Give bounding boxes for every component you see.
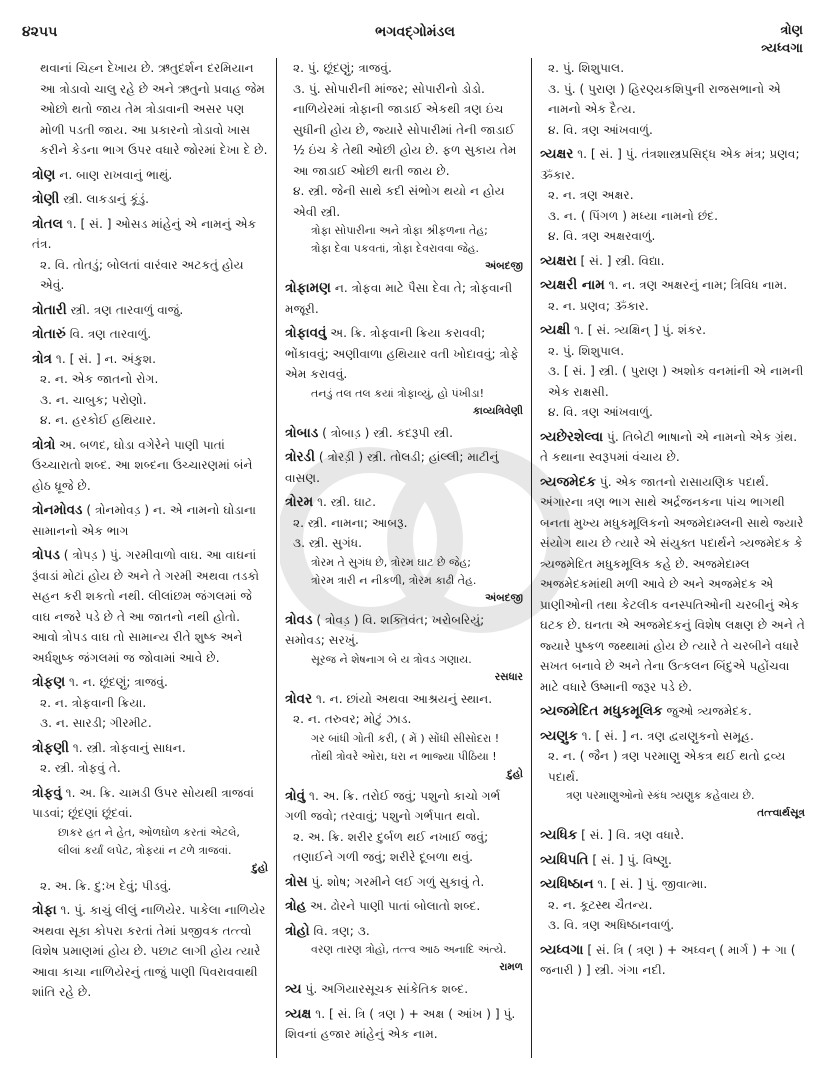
column-right (532, 58, 813, 1058)
definition-text: [ સં. ] વિ. ત્રણ વધારે. (581, 828, 685, 842)
entry-definition (285, 79, 523, 182)
definition-text: પું. શોષ; ગરમીને લઈ ગળું સુકાવું તે. (311, 874, 485, 889)
entry-definition (285, 827, 523, 868)
entry-definition (285, 181, 523, 222)
entry-definition (32, 783, 268, 824)
running-title: ભગવદ્ગોમંડલ (375, 24, 455, 40)
entry-definition (540, 206, 805, 227)
definition-text: [ સં. ] પું. વિષ્ણુ. (592, 852, 672, 867)
entry-definition (285, 492, 523, 513)
entry-definition (285, 921, 523, 942)
definition-text: સ્ત્રી. ત્રણ તારવાળું વાજું. (70, 302, 184, 317)
entry-headword: ત્રોહો (285, 922, 310, 939)
entry-definition (540, 58, 805, 79)
entry-definition (32, 738, 268, 759)
dictionary-entry (32, 500, 268, 541)
dictionary-entry (285, 896, 523, 917)
definition-text: ૩. ન. ( પિંગળ ) મધ્યા નામનો છંદ. (548, 208, 718, 223)
entry-definition (32, 410, 268, 431)
entry-definition (540, 296, 805, 317)
entry-definition (540, 251, 805, 272)
entry-headword: ત્રોરડી (285, 449, 315, 465)
dictionary-entry (285, 492, 523, 606)
dictionary-entry (285, 786, 523, 868)
definition-text: ૩. પું. સોપારીની માંજર; સોપારીનો ડોડો. નાળિયેરમાં ત્રોફાની જાડાઈ એકથી ત્રણ ઇંચ સુધીની હોય છે, જ્યારે સોપારીમાં તેની જાડાઈ ½ ઇંચ કે તેથી ઓછી હોય છે. ફળ સુકાય તેમ આ જાડાઈ ઓછી થતી જાય છે. (293, 81, 517, 178)
quotation-line: છાકર હત ને હેત, ઓળઘોળ કરતાં એટલે, (58, 825, 240, 839)
definition-text: ૧. ન. ત્રણ અક્ષરનું નામ; ત્રિવિધ નામ. (608, 278, 788, 292)
definition-text: ૧. સ્ત્રી. ત્રોફવાનું સાધન. (72, 740, 186, 755)
entry-definition (285, 58, 523, 79)
guide-word-last: ત્ર્યધ્વગા (761, 41, 803, 56)
entry-definition (32, 693, 268, 714)
dictionary-entry (285, 979, 523, 1000)
dictionary-entry (32, 324, 268, 345)
definition-text: અ. ક્રિ. ત્રોફવાની ક્રિયા કરાવવી; ભોંકાવવું; અણીવાળા હથિયાર વતી ખોદાવવું; ત્રોફે એમ કરાવવું. (285, 326, 519, 381)
quotation-source: દુહો (252, 861, 268, 874)
entry-definition (285, 533, 523, 554)
quotation-line: ત્રોફા દેવા પકવતાં, ત્રોફા દેવરાવવા જેહ. (311, 242, 480, 255)
quotation-line: લીલાં કર્યાં લપેટ, ત્રોફયાં ન ટળે ત્રાજવાં. (58, 843, 232, 857)
dictionary-entry (32, 672, 268, 734)
dictionary-entry (540, 144, 805, 247)
entry-definition (285, 689, 523, 710)
entry-definition (540, 361, 805, 402)
quotation-line: ગર બાંધી ગોતી કરી, ( મેં ) સોંધી સીસોદરા ! (311, 731, 500, 745)
dictionary-entry (285, 323, 523, 419)
entry-definition (285, 610, 523, 651)
definition-text: ૨. ન. ત્રોફવાની ક્રિયા. (40, 695, 147, 710)
quotation-source: કાવ્યત્રિવેણી (472, 404, 523, 417)
dictionary-entry (285, 278, 523, 319)
entry-definition (540, 472, 805, 698)
entry-definition (540, 940, 805, 981)
definition-text: ૧. [ સં. ] ન. અંકુશ. (55, 351, 157, 366)
entry-definition (32, 324, 268, 345)
entry-definition (540, 185, 805, 206)
dictionary-entry (285, 58, 523, 274)
entry-headword: ત્રોફા (32, 902, 57, 918)
entry-headword: ત્રોણ (32, 166, 56, 183)
entry-definition (32, 214, 268, 255)
entry-headword: ત્રોફાવવું (285, 325, 327, 341)
dictionary-columns (18, 58, 813, 1058)
definition-text: જુઓ ત્ર્યજમેદક. (666, 704, 752, 718)
dictionary-entry (32, 214, 268, 296)
entry-definition (32, 900, 268, 1003)
entry-definition (540, 341, 805, 362)
entry-definition (540, 874, 805, 895)
entry-definition (32, 189, 268, 210)
entry-definition: ૨. અ. ક્રિ. દુ:ખ દેવું; પીડવું. (40, 878, 172, 893)
entry-definition (540, 275, 805, 296)
definition-text: ૩. પું. ( પુરાણ ) હિરણ્યકશિપુની રાજસભાનો એ નામનો એક દૈત્ય. (548, 81, 781, 116)
quotation-line: ત્રોરમ તે સુગંધ છે, ત્રોરમ ઘાટ છે જેહ; (311, 555, 471, 569)
definition-text: ૨. ન. પ્રણવ; ૐકાર. (548, 298, 649, 313)
entry-definition (285, 979, 523, 1000)
entry-headword: ત્રોપડ (32, 547, 60, 563)
entry-definition (540, 79, 805, 120)
dictionary-entry (540, 275, 805, 316)
definition-text: પું. તિબેટી ભાષાનો એ નામનો એક ગ્રંથ. તે કથાના સ્વરૂપમાં વંચાય છે. (540, 429, 798, 464)
entry-headword: ત્રોતારી (32, 301, 67, 318)
guide-words (761, 22, 803, 58)
quotation-line: વરણ તારણ ત્રોહો, તત્ત્વ આઠ અનાદિ અંત્યે. (311, 943, 507, 956)
definition-text: ૪. વિ. ત્રણ આંખવાળું. (548, 405, 653, 419)
dictionary-entry (540, 251, 805, 272)
definition-text: ૪. વિ. ત્રણ આંખવાળું. (548, 122, 653, 137)
quotation-source: અંબદજી (485, 591, 523, 604)
definition-text: વિ. ત્રણ; ૩. (313, 923, 370, 938)
entry-headword: ત્ર્યધિષ્ઠાન (540, 876, 594, 892)
definition-text: થવાનાં ચિહ્ન દેખાય છે. ઋતુદર્શન દરમિયાન આ ત્રોડાવો ચાલુ રહે છે અને ઋતુનો પ્રવાહ જેમ ઓછો થતો જાય તેમ ત્રોડાવાની અસર પણ મોળી પડતી જાય. આ પ્રકારનો ત્રોડાવો ખાસ કરીને કેડના ભાગ ઉપર વધારે જોરમાં દેખા દે છે. (40, 61, 268, 157)
definition-text: ૧. અ. ક્રિ. તરોઈ જવું; પશુનો કાચો ગર્ભ ગળી જવો; તરવાવું; પશુનો ગર્ભપાત થવો. (285, 788, 501, 823)
entry-definition (540, 120, 805, 141)
definition-text: ૩. ન. ચાબુક; પરોણો. (40, 392, 147, 407)
dictionary-entry (285, 610, 523, 685)
entry-definition (32, 758, 268, 779)
entry-definition (540, 726, 805, 747)
entry-definition (540, 320, 805, 341)
entry-definition (285, 423, 523, 444)
definition-text: ન. ત્રોફવા માટે પૈસા દેવા તે; ત્રોફવાની મજૂરી. (285, 281, 513, 316)
entry-definition (540, 701, 805, 722)
entry-headword: ત્ર્ય (285, 981, 302, 997)
entry-headword: ત્રોફણ (32, 674, 66, 690)
entry-definition (540, 895, 805, 916)
entry-definition (32, 165, 268, 186)
entry-headword: ત્રોણી (32, 191, 60, 207)
entry-headword: ત્રોતલ (32, 215, 63, 232)
definition-text: સ્ત્રી. લાકડાનું કૂંડું. (63, 192, 150, 206)
entry-headword: ત્રોબાડ (285, 424, 319, 441)
quotation-line: ત્રણ પરમાણુઓનો સ્કંધ ત્ર્યણુક કહેવાય છે. (566, 789, 755, 802)
entry-headword: ત્રોરમ (285, 494, 314, 510)
entry-definition (540, 226, 805, 247)
entry-headword: ત્ર્યક્ષરા (540, 252, 577, 269)
entry-definition (285, 1004, 523, 1045)
definition-text: ૩. સ્ત્રી. સુગંધ. (293, 536, 363, 550)
dictionary-entry (32, 349, 268, 431)
definition-text: પું. એક જાતનો રાસાયણિક પદાર્થ. અંગારના ત્રણ ભાગ સાથે અર્દ્રજનકના પાંચ ભાગથી બનતા મુખ્ય મધુકમૂલિકનો અજમેદામ્લની સાથે જ્યારે સંયોગ થાય છે ત્યારે એ સંયુક્ત પદાર્થને ત્ર્યજમેદક કે ત્ર્યજમેદિત મધુકમૂલિક કહે છે. અજમેદામ્લ અજમેદકમાંથી મળી આવે છે અને અજમેદક એ પ્રાણીઓની તથા કેટલીક વનસ્પતિઓની ચરબીનું એક ઘટક છે. ઘનતા એ અજમેદકનું વિશેષ લક્ષણ છે અને તે જ્યારે પુષ્કળ જથ્થામાં હોય છે ત્યારે તે ચરબીને વધારે સખત બનાવે છે અને તેના ઉત્કલન બિંદુએ પહોંચવા માટે વધારે ઉષ્માની જરૂર પડે છે. (540, 474, 805, 694)
entry-definition (32, 672, 268, 693)
definition-text: ૨. વિ. તોતડું; બોલતાં વારંવાર અટકતું હોય એવું. (40, 257, 244, 292)
dictionary-entry (540, 726, 805, 822)
definition-text: ( ત્રોબાડ઼ ) સ્ત્રી. કદરૂપી સ્ત્રી. (322, 425, 454, 440)
entry-definition (32, 435, 268, 497)
entry-headword: ત્રોવડ (285, 611, 313, 628)
definition-text: ૧. [ સં. ] પું. તંત્રશાસ્ત્રપ્રસિદ્ધ એક મંત્ર; પ્રણવ; ૐકાર. (540, 147, 800, 182)
definition-text: ૨. ન. તરુવર; મોટું ઝાડ. (293, 712, 412, 726)
entry-headword: ત્ર્યણુક (540, 727, 578, 744)
entry-definition (285, 278, 523, 319)
dictionary-entry (540, 320, 805, 423)
column-left (18, 58, 276, 1058)
definition-text: ૧. [ સં. ] પું. જીવાત્મા. (597, 877, 708, 891)
quotation-source: રસધાર (494, 670, 523, 683)
definition-text: ૨. સ્ત્રી. નામના; આબરૂ. (293, 515, 408, 530)
dictionary-entry (540, 58, 805, 140)
dictionary-entry (285, 1004, 523, 1045)
entry-definition (32, 500, 268, 541)
quotation-source: દુહો (507, 767, 523, 780)
definition-text: ૪. વિ. ત્રણ અક્ષરવાળું. (548, 229, 656, 243)
definition-text: ૨. ન. કૂટસ્થ ચૈતન્ય. (548, 897, 653, 912)
dictionary-entry (32, 165, 268, 186)
definition-text: ૧. ન. છાંયો અથવા આશ્રયનું સ્થાન. (315, 691, 493, 706)
entry-definition (540, 402, 805, 423)
definition-text: ( ત્રોવડ઼ ) વિ. શક્તિવંત; ખરોબરિયું; સમોવડ; સરખું. (285, 612, 485, 647)
entry-headword: ત્ર્યજમેદક (540, 473, 596, 490)
entry-headword: ત્ર્યધ્વગા (540, 941, 584, 958)
definition-text: ૨. ન. ( જૈન ) ત્રણ પરમાણુ એકત્ર થઈ થતો દ્રવ્ય પદાર્થ. (548, 749, 786, 784)
definition-text: ( ત્રોપડ઼ ) પું. ગરમીવાળો વાઘ. આ વાઘનાં રૂંવાડાં મોટાં હોય છે અને તે ગરમી અથવા તડકો સહન કરી શકતો નથી. લીલાંછમ જંગલમાં જે વાઘ નજરે પડે છે તે આ જાતનો નથી હોતો. આવો ત્રોપડ વાઘ તો સામાન્ય રીતે શુષ્ક અને અર્ધશુષ્ક જંગલમાં જ જોવામાં આવે છે. (32, 548, 260, 665)
entry-headword: ત્રોસ (285, 873, 308, 890)
definition-text: ન. બાણ રાખવાનું ભાથું. (59, 167, 173, 182)
definition-text: વિ. ત્રણ તારવાળું. (69, 327, 152, 341)
entry-definition (285, 896, 523, 917)
entry-definition (32, 255, 268, 296)
dictionary-entry (285, 872, 523, 893)
entry-definition (285, 447, 523, 488)
dictionary-entry (32, 783, 268, 897)
dictionary-entry (540, 825, 805, 846)
definition-text: ૨. સ્ત્રી. ત્રોફવું તે. (40, 761, 121, 775)
entry-definition (540, 915, 805, 936)
entry-definition (32, 300, 268, 321)
definition-text: ૧. પું. કાચું લીલું નાળિયેર. પાકેલા નાળિયેર અથવા સૂકા કોપરા કરતાં તેમાં પ્રજીવક તત્ત્વો વિશેષ પ્રમાણમાં હોય છે. પછાટ લાગી હોય ત્યારે આવા કાચા નાળિયેરનું તાજું પાણી પિવરાવવાથી શાંતિ રહે છે. (32, 903, 266, 999)
definition-text: ૨. પું. શિશુપાલ. (548, 343, 625, 358)
entry-definition (285, 786, 523, 827)
entry-headword: ત્ર્યક્ષ (285, 1005, 312, 1022)
entry-headword: ત્ર્યક્ષરી નામ (540, 277, 605, 293)
entry-headword: ત્ર્યક્ષી (540, 322, 571, 338)
entry-definition (32, 58, 268, 161)
entry-definition (285, 872, 523, 893)
definition-text: પું. અગિયારસૂચક સાંકેતિક શબ્દ. (305, 982, 469, 996)
entry-headword: ત્ર્યજમેદિત મધુકમૂલિક (540, 703, 663, 719)
quotation-source: રામળ (499, 961, 523, 973)
entry-definition (285, 323, 523, 385)
dictionary-entry (540, 427, 805, 468)
definition-text: ૧. [ સં. ] ઓસડ માંહેનું એ નામનું એક તંત્ર. (32, 216, 257, 251)
definition-text: ૨. ન. ત્રણ અક્ષર. (548, 188, 634, 202)
entry-headword: ત્રોતારું (32, 326, 66, 342)
dictionary-entry (32, 738, 268, 779)
entry-definition (540, 144, 805, 185)
entry-headword: ત્રોત્રો (32, 436, 56, 453)
dictionary-entry (540, 874, 805, 936)
entry-headword: ત્ર્યધિપતિ (540, 851, 589, 868)
definition-text: ૩. [ સં. ] સ્ત્રી. ( પુરાણ ) અશોક વનમાંની એ નામની એક રાક્ષસી. (548, 364, 804, 399)
entry-headword: ત્ર્યછેરશેલ્વા (540, 428, 604, 445)
entry-definition (32, 390, 268, 411)
quotation-line: તનડું તલ તલ કયાં ત્રોફાવ્યું, હો પંખીડા! (311, 386, 485, 400)
definition-text: ૨. ન. એક જાતનો રોગ. (40, 372, 159, 386)
definition-text: ૪. ન. હરકોઈ હથિયાર. (40, 413, 156, 427)
definition-text: ૧. ન. છૂંદણું; ત્રાજવું. (68, 675, 168, 689)
entry-headword: ત્ર્યધિક (540, 827, 578, 843)
entry-definition (540, 427, 805, 468)
definition-text: ૨. પું. છૂંદણું; ત્રાજવું. (293, 61, 392, 75)
entry-definition (285, 709, 523, 730)
entry-definition (32, 545, 268, 668)
dictionary-entry (540, 472, 805, 698)
definition-text: અ. બળદ, ઘોડા વગેરેને પાણી પાતાં ઉચ્ચારાતો શબ્દ. આ શબ્દના ઉચ્ચારણમાં બંને હોઠ ધ્રૂજે છે. (32, 437, 253, 493)
entry-headword: ત્રોફવું (32, 784, 62, 801)
definition-text: ૧. [ સં. ત્રિ ( ત્રણ ) + અક્ષ ( આંખ ) ] પું. શિવનાં હજાર માંહેનું એક નામ. (285, 1006, 516, 1041)
quotation-line: ત્રોરમ ત્રારી ન નીકળી, ત્રોરમ કાઢી તેહ. (311, 573, 477, 587)
quotation-line: ત્રોફા સોપારીના અને ત્રોફા શ્રીફળના તેહ; (311, 224, 488, 237)
entry-headword: ત્રોહ (285, 898, 307, 914)
entry-headword: ત્રોફણી (32, 739, 69, 756)
definition-text: ૨. પું. શિશુપાલ. (548, 61, 625, 75)
page-header (0, 14, 825, 54)
definition-text: ( ત્રોરડ઼ી ) સ્ત્રી. તોલડી; હાંલ્લી; માટીનું વાસણ. (285, 450, 499, 485)
entry-definition (540, 825, 805, 846)
dictionary-entry (285, 921, 523, 976)
dictionary-entry (32, 58, 268, 161)
entry-headword: ત્રોવું (285, 787, 306, 804)
quotation-line: સૂરજ ને શેષનાગ બે ય ત્રોવડ ગણાય. (311, 652, 472, 666)
definition-text: ( ત્રોનમોવડ઼ ) ન. એ નામનો ઘોડાના સામાનનો એક ભાગ (32, 503, 257, 538)
dictionary-entry (540, 850, 805, 871)
quotation-source: તત્ત્વાર્થસૂત્ર (757, 807, 805, 819)
dictionary-entry (32, 435, 268, 497)
definition-text: ૪. સ્ત્રી. જેની સાથે કદી સંભોગ થયો ન હોય એવી સ્ત્રી. (293, 184, 505, 219)
definition-text: ૩. ન. સારડી; ગીરમીટ. (40, 716, 152, 730)
quotation-source: અંબદજી (485, 260, 523, 272)
entry-definition (540, 850, 805, 871)
entry-headword: ત્રોત્ર (32, 350, 52, 367)
entry-headword: ત્રોવર (285, 690, 313, 707)
quotation-line: તોંથી ત્રોવરે ઓરા, ધરા ન ભાજ્યા પીઠિયા ! (311, 749, 497, 763)
dictionary-entry (32, 300, 268, 321)
dictionary-entry (32, 189, 268, 210)
page-number: ૪૨૫૫ (22, 24, 58, 40)
definition-text: અ. ઢોરને પાણી પાતાં બોલાતો શબ્દ. (310, 899, 481, 913)
entry-definition (32, 369, 268, 390)
dictionary-entry (32, 545, 268, 668)
entry-headword: ત્ર્યક્ષર (540, 146, 574, 162)
entry-definition (32, 349, 268, 370)
definition-text: ૩. વિ. ત્રણ અધિષ્ઠાનવાળું. (548, 918, 675, 932)
dictionary-entry (540, 701, 805, 722)
definition-text: [ સં. ] સ્ત્રી. વિદ્યા. (580, 253, 665, 268)
definition-text: ૧. [ સં. ત્ર્યક્ષિન્ ] પું. શંકર. (574, 323, 706, 337)
entry-headword: ત્રોફામણ (285, 280, 331, 296)
dictionary-entry (285, 447, 523, 488)
definition-text: ૧. અ. ક્રિ. ચામડી ઉપર સોયથી ત્રાજવાં પાડવાં; છૂંદણાં છૂંદવાં. (32, 785, 254, 820)
definition-text: ૧. સ્ત્રી. ઘાટ. (317, 495, 376, 509)
definition-text: [ સં. ત્રિ ( ત્રણ ) + અધ્વન્ ( માર્ગ ) + ગા ( જનારી ) ] સ્ત્રી. ગંગા નદી. (540, 942, 796, 977)
dictionary-entry (285, 423, 523, 444)
definition-text: ૧. [ સં. ] ન. ત્રણ દ્વ્યણુકનો સમૂહ. (581, 728, 754, 743)
column-middle (276, 58, 532, 1058)
definition-text: ૨. અ. ક્રિ. શરીર દુર્બળ થઈ નખાઈ જવું; તણાઈને ગળી જવું; શરીરે દૂબળા થવું. (293, 829, 489, 864)
dictionary-entry (285, 689, 523, 782)
dictionary-entry (32, 900, 268, 1003)
entry-headword: ત્રોનમોવડ (32, 502, 83, 518)
entry-definition (540, 746, 805, 787)
dictionary-entry (540, 940, 805, 981)
entry-definition (285, 513, 523, 534)
guide-word-first: ત્રોણ (780, 23, 803, 38)
entry-definition (32, 713, 268, 734)
